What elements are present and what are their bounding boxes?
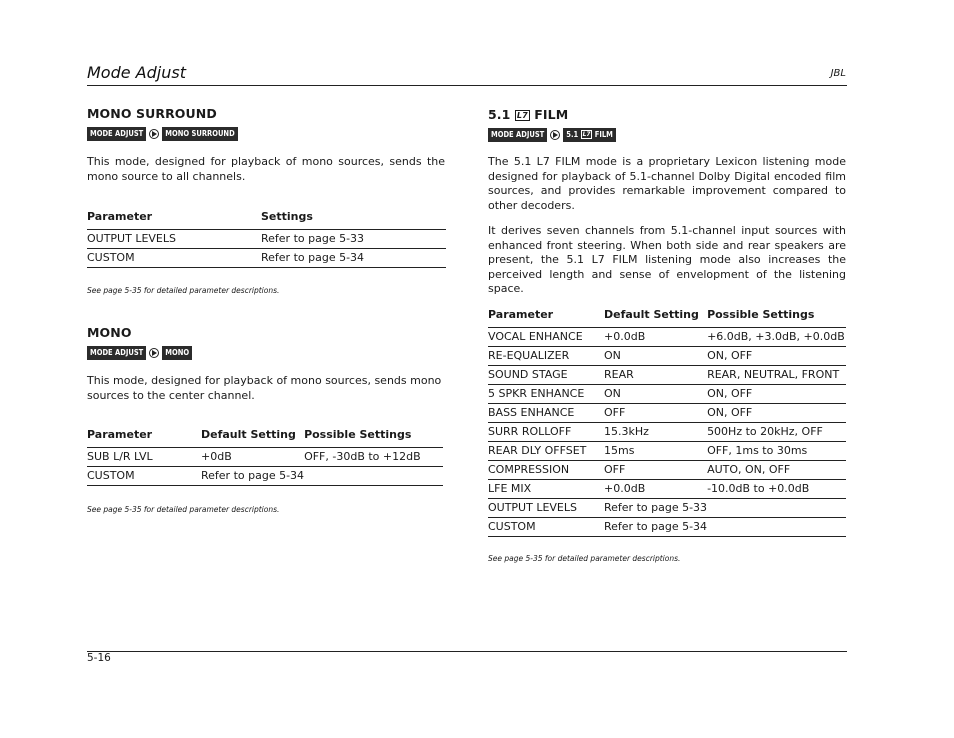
column-header: Default Setting — [201, 428, 296, 441]
film-breadcrumb — [488, 128, 616, 142]
film-title-prefix: 5.1 — [488, 107, 511, 122]
parameter-cell: COMPRESSION — [488, 461, 604, 480]
default-cell: +0dB — [201, 448, 304, 467]
parameter-cell: SUB L/R LVL — [87, 448, 201, 467]
table-row — [488, 385, 846, 404]
default-cell: +0.0dB — [604, 328, 707, 347]
table-header-row — [488, 308, 846, 328]
mono-table — [87, 428, 443, 486]
table-row — [488, 423, 846, 442]
l7-logo-icon: L7 — [516, 111, 528, 120]
default-cell: Refer to page 5-33 — [604, 499, 707, 518]
footer-divider — [87, 651, 847, 652]
parameter-cell: OUTPUT LEVELS — [87, 230, 261, 249]
table-row — [488, 442, 846, 461]
possible-cell: REAR, NEUTRAL, FRONT — [707, 366, 846, 385]
default-cell: REAR — [604, 366, 707, 385]
default-cell: 15ms — [604, 442, 707, 461]
default-cell: ON — [604, 385, 707, 404]
film-table — [488, 308, 846, 537]
default-cell: Refer to page 5-34 — [201, 467, 304, 486]
mono-title: MONO — [87, 325, 132, 340]
column-header: Parameter — [87, 210, 153, 223]
parameter-cell: REAR DLY OFFSET — [488, 442, 604, 461]
parameter-cell: CUSTOM — [488, 518, 604, 537]
settings-cell: Refer to page 5-33 — [261, 230, 446, 249]
mono-surround-title: MONO SURROUND — [87, 106, 217, 121]
table-row — [488, 347, 846, 366]
possible-cell: ON, OFF — [707, 404, 846, 423]
possible-cell — [707, 499, 846, 518]
parameter-cell: RE-EQUALIZER — [488, 347, 604, 366]
film-description-2: It derives seven channels from 5.1-channel input sources with enhanced front steering. When both side and rear speakers are present, the 5.1 L7 FILM listening mode also increases the perceived length and sense of envelopment of the listening space. — [488, 224, 846, 295]
parameter-cell: VOCAL ENHANCE — [488, 328, 604, 347]
arrow-right-icon — [550, 130, 560, 140]
breadcrumb-mode-adjust: MODE ADJUST — [87, 346, 146, 360]
parameter-cell: CUSTOM — [87, 467, 201, 486]
column-header: Parameter — [87, 428, 153, 441]
film-title — [488, 107, 568, 122]
film-description-1: The 5.1 L7 FILM mode is a proprietary Lexicon listening mode designed for playback of 5.1-channel Dolby Digital encoded film sources, and provides remarkable improvement compared to other decoders. — [488, 155, 846, 212]
table-header-row — [87, 210, 446, 230]
default-cell: OFF — [604, 404, 707, 423]
table-row — [488, 366, 846, 385]
table-row — [87, 448, 443, 467]
table-row — [488, 518, 846, 537]
possible-cell: AUTO, ON, OFF — [707, 461, 846, 480]
page-number: 5-16 — [87, 652, 111, 664]
breadcrumb-mode-adjust: MODE ADJUST — [87, 127, 146, 141]
possible-cell: OFF, 1ms to 30ms — [707, 442, 846, 461]
default-cell: ON — [604, 347, 707, 366]
film-title-suffix: FILM — [534, 107, 569, 122]
parameter-cell: LFE MIX — [488, 480, 604, 499]
column-header: Possible Settings — [707, 308, 815, 321]
mono-description: This mode, designed for playback of mono sources, sends mono sources to the center channel. — [87, 374, 442, 402]
breadcrumb-51-film: 5.1 L7 FILM — [563, 128, 616, 142]
brand-label: JBL — [830, 68, 846, 79]
table-header-row — [87, 428, 443, 448]
arrow-right-icon — [149, 129, 159, 139]
table-row — [488, 328, 846, 347]
breadcrumb-mono: MONO — [162, 346, 192, 360]
possible-cell — [707, 518, 846, 537]
table-row — [488, 404, 846, 423]
header-divider — [87, 85, 847, 86]
column-header: Possible Settings — [304, 428, 412, 441]
column-header: Settings — [261, 210, 313, 223]
table-row — [87, 249, 446, 268]
possible-cell: -10.0dB to +0.0dB — [707, 480, 846, 499]
table-row — [488, 461, 846, 480]
parameter-cell: OUTPUT LEVELS — [488, 499, 604, 518]
settings-cell: Refer to page 5-34 — [261, 249, 446, 268]
parameter-cell: 5 SPKR ENHANCE — [488, 385, 604, 404]
default-cell: Refer to page 5-34 — [604, 518, 707, 537]
possible-cell: +6.0dB, +3.0dB, +0.0dB — [707, 328, 846, 347]
mono-note: See page 5-35 for detailed parameter descriptions. — [87, 505, 280, 514]
column-header: Parameter — [488, 308, 554, 321]
breadcrumb-mode-adjust: MODE ADJUST — [488, 128, 547, 142]
parameter-cell: CUSTOM — [87, 249, 261, 268]
l7-logo-icon: L7 — [582, 130, 591, 138]
table-row — [488, 480, 846, 499]
parameter-cell: BASS ENHANCE — [488, 404, 604, 423]
possible-cell: OFF, -30dB to +12dB — [304, 448, 443, 467]
page-title: Mode Adjust — [87, 63, 186, 82]
mono-breadcrumb — [87, 346, 192, 360]
default-cell: 15.3kHz — [604, 423, 707, 442]
parameter-cell: SURR ROLLOFF — [488, 423, 604, 442]
column-header: Default Setting — [604, 308, 699, 321]
table-row — [87, 467, 443, 486]
arrow-right-icon — [149, 348, 159, 358]
possible-cell: 500Hz to 20kHz, OFF — [707, 423, 846, 442]
default-cell: +0.0dB — [604, 480, 707, 499]
mono-surround-note: See page 5-35 for detailed parameter descriptions. — [87, 286, 280, 295]
possible-cell — [304, 467, 443, 486]
possible-cell: ON, OFF — [707, 347, 846, 366]
table-row — [488, 499, 846, 518]
possible-cell: ON, OFF — [707, 385, 846, 404]
default-cell: OFF — [604, 461, 707, 480]
mono-surround-description: This mode, designed for playback of mono sources, sends the mono source to all channels. — [87, 155, 445, 183]
mono-surround-breadcrumb — [87, 127, 238, 141]
parameter-cell: SOUND STAGE — [488, 366, 604, 385]
breadcrumb-mono-surround: MONO SURROUND — [162, 127, 237, 141]
mono-surround-table — [87, 210, 446, 268]
film-note: See page 5-35 for detailed parameter descriptions. — [488, 554, 681, 563]
table-row — [87, 230, 446, 249]
